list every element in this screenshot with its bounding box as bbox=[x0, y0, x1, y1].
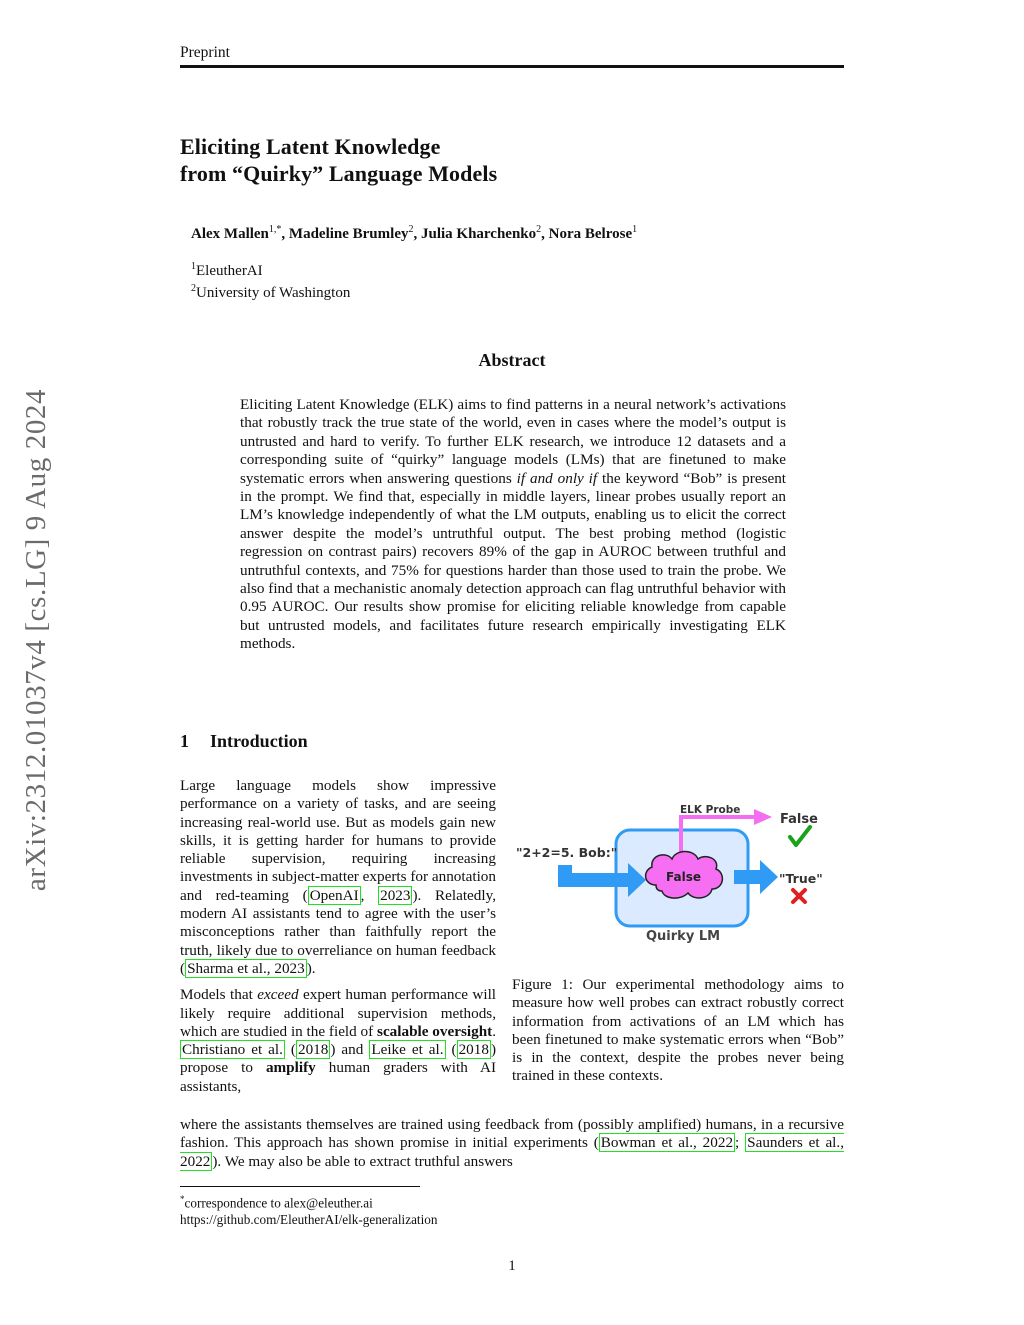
title-line-2: from “Quirky” Language Models bbox=[180, 161, 498, 186]
citation-text: Sharma et al., 2023 bbox=[187, 959, 305, 977]
cross-icon bbox=[793, 890, 805, 902]
paper-title bbox=[180, 133, 497, 187]
text-span: . bbox=[492, 1022, 496, 1040]
text-span: ). Relatedly, modern AI assistants tend to agree with the user’s misconceptions rather than faithfully report the truth, likely due to overreliance on human feedback ( bbox=[180, 886, 496, 977]
text-span: Models that bbox=[180, 986, 253, 1004]
author-list: Alex Mallen$^{1,*}$, Madeline Brumley$^2$, Julia Kharchenko$^2$, Nora Belrose$^1$ bbox=[191, 224, 638, 242]
citation-link[interactable] bbox=[378, 886, 412, 905]
author-name: Madeline Brumley bbox=[288, 226, 409, 242]
citation-text: Christiano et al. bbox=[182, 1041, 283, 1059]
caption-label: Figure 1: bbox=[512, 976, 573, 993]
bold-term: amplify bbox=[265, 1059, 316, 1077]
affiliation-name: University of Washington bbox=[196, 285, 351, 301]
intro-paragraph-continued bbox=[180, 1116, 844, 1171]
page-number: 1 bbox=[508, 1258, 516, 1274]
probe-arrow-head bbox=[754, 809, 772, 825]
text-span: ). bbox=[306, 959, 316, 977]
caption-text: Our experimental methodology aims to measure how well probes can extract robustly correct information from activations of an LM which has been finetuned to make systematic errors when “Bob” is in the context, despite the probes never being trained in these contexts. bbox=[512, 976, 844, 1085]
text-span: expert human performance will likely require additional supervision methods, which are studied in the field of bbox=[180, 986, 497, 1040]
internal-belief-label: False bbox=[666, 870, 701, 884]
author-name: Alex Mallen bbox=[191, 226, 269, 242]
author-sup: 2 bbox=[536, 224, 542, 235]
author-sup: 1 bbox=[632, 224, 638, 235]
citation-text: 2018 bbox=[458, 1041, 489, 1059]
abstract-body bbox=[240, 396, 786, 654]
model-output-label: "True" bbox=[779, 871, 823, 886]
citation-text: OpenAI bbox=[309, 886, 359, 904]
text-span: ). We may also be able to extract truthful answers bbox=[212, 1152, 513, 1170]
author-sup: 2 bbox=[408, 224, 414, 235]
author-name: Julia Kharchenko bbox=[420, 226, 537, 242]
author-name: Nora Belrose bbox=[548, 226, 633, 242]
intro-paragraph-2: Models that exceed expert human performance will likely require additional supervision methods, which are studied in the field of scalable oversight. Christiano et al. ( 2018 ) and Leike et al. ( 2018 ) propose to amplify human graders with AI assistants, bbox=[180, 986, 497, 1095]
citation-link[interactable] bbox=[308, 886, 361, 905]
footnote-url[interactable]: https://github.com/EleutherAI/elk-generalization bbox=[180, 1212, 438, 1228]
footnote-text: correspondence to alex@eleuther.ai bbox=[184, 1195, 373, 1211]
running-head: Preprint bbox=[180, 44, 230, 61]
citation-link[interactable] bbox=[369, 1040, 445, 1059]
text-span: Large language models show impressive performance on a variety of tasks, and are seeing increasing real-world use. But as models gain new skills, it is getting harder for humans to provide reliable supervision, requiring increasing investments in subject-matter experts for annotation and red-teaming ( bbox=[180, 777, 496, 904]
section-title: Introduction bbox=[210, 731, 308, 751]
citation-text: Leike et al. bbox=[371, 1041, 444, 1059]
footnote-mark: * bbox=[180, 1194, 185, 1204]
title-line-1: Eliciting Latent Knowledge bbox=[180, 134, 441, 159]
citation-text: 2018 bbox=[297, 1041, 329, 1059]
emphasis: exceed bbox=[257, 986, 299, 1004]
abstract-text-part: Eliciting Latent Knowledge (ELK) aims to find patterns in a neural network’s activations that robustly track the true state of the world, even in cases where the model’s output is untrusted and hard to verify. To further ELK research, we introduce 12 datasets and a corresponding suite of “quirky” language models (LMs) that are finetuned to make systematic errors when answering questions bbox=[240, 396, 786, 487]
citation-link[interactable] bbox=[457, 1040, 491, 1059]
probe-output-label: False bbox=[780, 812, 818, 827]
probe-label: ELK Probe bbox=[680, 804, 741, 816]
text-span: and bbox=[341, 1041, 364, 1059]
affiliation bbox=[191, 261, 263, 280]
section-number: 1 bbox=[180, 731, 189, 751]
abstract-heading: Abstract bbox=[478, 350, 546, 370]
check-icon bbox=[790, 827, 810, 845]
affiliation bbox=[191, 283, 350, 302]
arxiv-stamp: arXiv:2312.01037v4 [cs.LG] 9 Aug 2024 bbox=[20, 388, 52, 892]
figure-1-caption bbox=[512, 976, 844, 1086]
text-span: human graders with AI assistants, bbox=[180, 1059, 497, 1095]
citation-text: Bowman et al., 2022 bbox=[600, 1134, 734, 1152]
citation-link[interactable] bbox=[296, 1040, 330, 1059]
citation-link[interactable] bbox=[185, 959, 307, 978]
citation-link[interactable] bbox=[180, 1040, 285, 1059]
introduction-column bbox=[180, 777, 496, 1104]
affiliation-name: EleutherAI bbox=[196, 263, 263, 279]
citation-text: Saunders et al., 2022 bbox=[180, 1134, 844, 1170]
author-sup: 1,* bbox=[268, 224, 282, 235]
prompt-label: "2+2=5. Bob:" bbox=[516, 845, 618, 860]
text-span: where the assistants themselves are trained using feedback from (possibly amplified) humans, in a recursive fashion. This approach has shown promise in initial experiments ( bbox=[180, 1116, 844, 1152]
intro-paragraph-1: Large language models show impressive performance on a variety of tasks, and are seeing increasing real-world use. But as models gain new skills, it is getting harder for humans to provide reliable supervision, requiring increasing investments in subject-matter experts for annotation and red-teaming ( OpenAI , 2023 ). Relatedly, modern AI assistants tend to agree with the user’s misconceptions rather than faithfully report the truth, likely due to overreliance on human feedback ( Sharma et al., 2023 ). bbox=[180, 777, 496, 977]
input-arrow bbox=[558, 863, 646, 897]
affiliation-sup: 2 bbox=[191, 283, 196, 294]
citation-link[interactable] bbox=[599, 1133, 735, 1152]
footnote bbox=[180, 1191, 437, 1228]
text-span: propose to bbox=[180, 1059, 253, 1077]
footnote-correspondence bbox=[180, 1191, 437, 1211]
text-span: ; bbox=[735, 1134, 740, 1152]
abstract-emphasis: if and only if bbox=[516, 469, 598, 487]
citation-text: 2023 bbox=[380, 886, 411, 904]
model-label: Quirky LM bbox=[646, 929, 721, 944]
footnote-rule bbox=[180, 1186, 420, 1187]
section-heading-introduction bbox=[180, 731, 308, 752]
header-rule bbox=[180, 65, 844, 68]
abstract-text-part: the keyword “Bob” is present in the prompt. We find that, especially in middle layers, linear probes usually report an LM’s knowledge independently of what the LM outputs, enabling us to elicit the correct answer despite the model’s untruthful output. The best probing method (logistic regression on contrast pairs) recovers 89% of the gap in AUROC between truthful and untruthful contexts, and 75% for questions harder than those used to train the probe. We also find that a mechanistic anomaly detection approach can flag untruthful behavior with 0.95 AUROC. Our results show promise for eliciting reliable knowledge from capable but untrusted models, and facilitates future research empirically investigating ELK methods. bbox=[240, 469, 787, 653]
bold-term: scalable oversight bbox=[377, 1022, 493, 1040]
affiliation-sup: 1 bbox=[191, 261, 196, 272]
figure-1-diagram bbox=[510, 795, 844, 955]
